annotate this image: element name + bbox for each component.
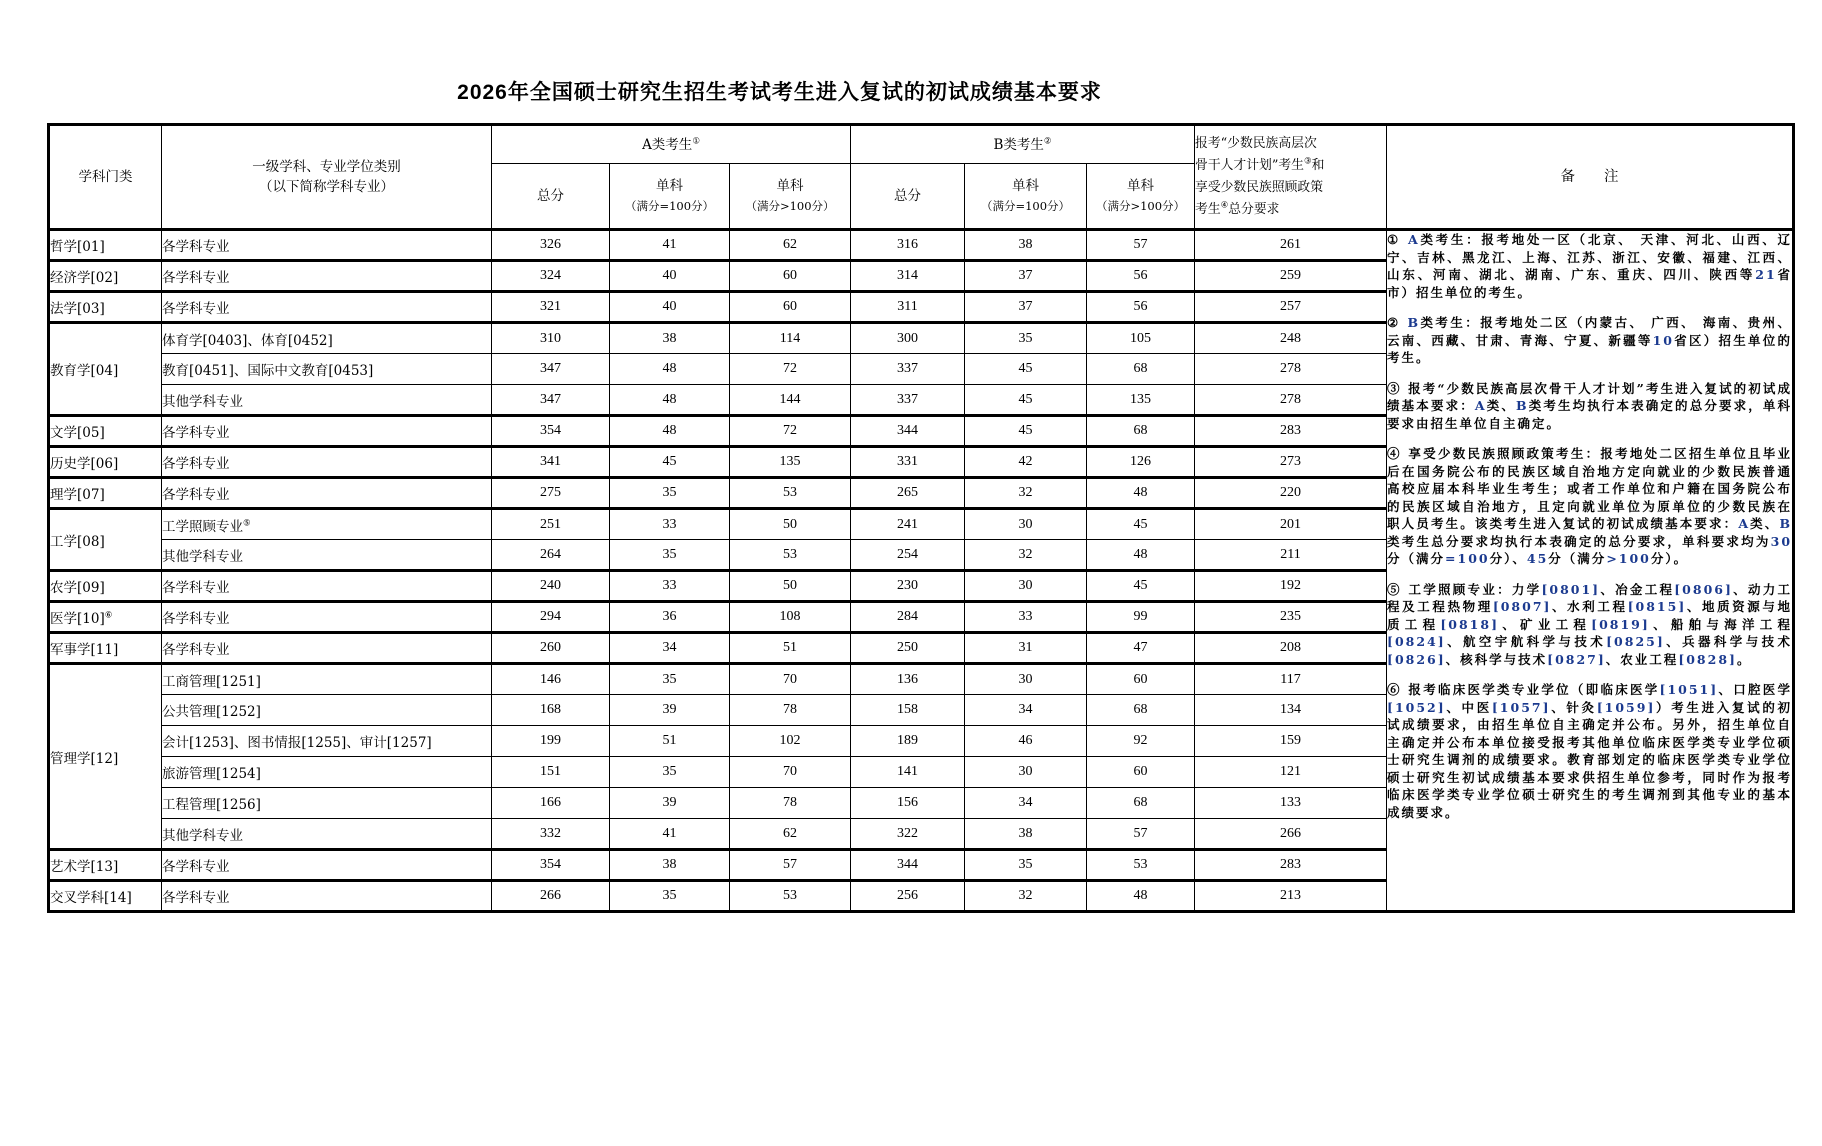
note-paragraph: ④ 享受少数民族照顾政策考生：报考地处二区招生单位且毕业后在国务院公布的民族区域自治地方定向就业的少数民族普通高校应届本科毕业生考生；或者工作单位和户籍在国务院公布的民族区域自治地方，且定向就业单位为原单位的少数民族在职人员考生。该类考生进入复试的初试成绩基本要求：A类、B类考生总分要求均执行本表确定的总分要求，单科要求均为30分（满分=100分）、45分（满分>100分）。 (1387, 446, 1793, 566)
score-b-cell: 322 (851, 819, 965, 850)
score-b-cell: 337 (851, 354, 965, 385)
score-a-cell: 35 (610, 664, 730, 695)
score-b-cell: 135 (1087, 385, 1195, 416)
score-b-cell: 68 (1087, 695, 1195, 726)
minority-score-cell: 259 (1195, 261, 1387, 292)
score-b-cell: 344 (851, 850, 965, 881)
score-a-cell: 36 (610, 602, 730, 633)
score-a-cell: 62 (730, 819, 851, 850)
major-cell: 各学科专业 (162, 633, 492, 664)
major-cell: 其他学科专业 (162, 540, 492, 571)
score-b-cell: 33 (965, 602, 1087, 633)
major-cell: 各学科专业 (162, 261, 492, 292)
score-a-cell: 321 (492, 292, 610, 323)
score-b-cell: 105 (1087, 323, 1195, 354)
note-paragraph: ⑥ 报考临床医学类专业学位（即临床医学[1051]、口腔医学[1052]、中医[1057]、针灸[1059]）考生进入复试的初试成绩要求，由招生单位自主确定并公布。另外，招生单位自主确定并公布本单位接受报考其他单位临床医学类专业学位硕士研究生调剂的成绩要求。教育部划定的临床医学类专业学位硕士研究生初试成绩基本要求供招生单位参考，同时作为报考临床医学类专业学位硕士研究生的考生调剂到其他专业的基本成绩要求。 (1387, 682, 1793, 820)
score-a-cell: 51 (730, 633, 851, 664)
score-b-cell: 68 (1087, 416, 1195, 447)
score-a-cell: 135 (730, 447, 851, 478)
score-b-cell: 46 (965, 726, 1087, 757)
score-a-cell: 35 (610, 881, 730, 912)
score-a-cell: 53 (730, 881, 851, 912)
score-a-cell: 35 (610, 757, 730, 788)
header-discipline-category: 学科门类 (49, 125, 162, 230)
score-b-cell: 256 (851, 881, 965, 912)
category-cell: 医学[10]⑥ (49, 602, 162, 633)
score-a-cell: 41 (610, 230, 730, 261)
major-cell: 各学科专业 (162, 602, 492, 633)
score-b-cell: 45 (965, 416, 1087, 447)
score-a-cell: 354 (492, 416, 610, 447)
score-a-cell: 51 (610, 726, 730, 757)
minority-score-cell: 159 (1195, 726, 1387, 757)
score-a-cell: 326 (492, 230, 610, 261)
minority-score-cell: 266 (1195, 819, 1387, 850)
major-cell: 各学科专业 (162, 292, 492, 323)
score-a-cell: 62 (730, 230, 851, 261)
category-cell: 艺术学[13] (49, 850, 162, 881)
minority-score-cell: 235 (1195, 602, 1387, 633)
score-a-cell: 33 (610, 509, 730, 540)
score-b-cell: 156 (851, 788, 965, 819)
score-a-cell: 108 (730, 602, 851, 633)
minority-score-cell: 257 (1195, 292, 1387, 323)
score-b-cell: 48 (1087, 478, 1195, 509)
score-a-cell: 354 (492, 850, 610, 881)
category-cell: 哲学[01] (49, 230, 162, 261)
score-a-cell: 33 (610, 571, 730, 602)
header-major-category (162, 125, 492, 230)
minority-score-cell: 201 (1195, 509, 1387, 540)
score-a-cell: 144 (730, 385, 851, 416)
score-b-cell: 48 (1087, 540, 1195, 571)
score-b-cell: 35 (965, 850, 1087, 881)
score-b-cell: 126 (1087, 447, 1195, 478)
category-cell: 教育学[04] (49, 323, 162, 416)
score-a-cell: 45 (610, 447, 730, 478)
score-b-cell: 32 (965, 881, 1087, 912)
score-a-cell: 146 (492, 664, 610, 695)
header-row-groups (49, 125, 1794, 164)
score-a-cell: 35 (610, 478, 730, 509)
score-b-cell: 344 (851, 416, 965, 447)
score-a-cell: 347 (492, 354, 610, 385)
group-a-footnote-mark: ① (692, 136, 700, 146)
header-b-single-over100: 单科 （满分>100分） (1087, 164, 1195, 230)
category-cell: 工学[08] (49, 509, 162, 571)
score-b-cell: 30 (965, 664, 1087, 695)
minority-score-cell: 192 (1195, 571, 1387, 602)
score-b-cell: 56 (1087, 292, 1195, 323)
score-a-cell: 57 (730, 850, 851, 881)
score-b-cell: 34 (965, 695, 1087, 726)
score-a-cell: 78 (730, 788, 851, 819)
major-cell: 其他学科专业 (162, 819, 492, 850)
score-a-cell: 34 (610, 633, 730, 664)
note-paragraph: ② B类考生：报考地处二区（内蒙古、 广西、 海南、贵州、云南、西藏、甘肃、青海、宁夏、新疆等10省区）招生单位的考生。 (1387, 315, 1793, 365)
minority-score-cell: 248 (1195, 323, 1387, 354)
score-a-cell: 151 (492, 757, 610, 788)
score-a-cell: 199 (492, 726, 610, 757)
score-a-cell: 50 (730, 509, 851, 540)
score-a-cell: 166 (492, 788, 610, 819)
score-a-cell: 264 (492, 540, 610, 571)
score-b-cell: 57 (1087, 230, 1195, 261)
score-b-cell: 48 (1087, 881, 1195, 912)
major-cell: 教育[0451]、国际中文教育[0453] (162, 354, 492, 385)
score-a-cell: 72 (730, 354, 851, 385)
score-a-cell: 60 (730, 292, 851, 323)
minority-score-cell: 211 (1195, 540, 1387, 571)
header-a-total: 总分 (492, 164, 610, 230)
minority-score-cell: 278 (1195, 385, 1387, 416)
major-cell: 旅游管理[1254] (162, 757, 492, 788)
header-major-line2: （以下简称学科专业） (259, 179, 394, 195)
score-a-cell: 70 (730, 757, 851, 788)
score-b-cell: 136 (851, 664, 965, 695)
header-group-a (492, 125, 851, 164)
group-a-label: A类考生 (642, 136, 693, 153)
header-a-single-over100: 单科 （满分>100分） (730, 164, 851, 230)
score-b-cell: 30 (965, 509, 1087, 540)
table-body (49, 230, 1794, 912)
header-a-single-100: 单科 （满分=100分） (610, 164, 730, 230)
major-cell: 工学照顾专业⑤ (162, 509, 492, 540)
score-a-cell: 168 (492, 695, 610, 726)
major-cell: 各学科专业 (162, 881, 492, 912)
score-b-cell: 38 (965, 819, 1087, 850)
score-b-cell: 265 (851, 478, 965, 509)
minority-score-cell: 134 (1195, 695, 1387, 726)
score-b-cell: 189 (851, 726, 965, 757)
score-a-cell: 39 (610, 695, 730, 726)
score-a-cell: 72 (730, 416, 851, 447)
score-b-cell: 37 (965, 261, 1087, 292)
note-paragraph: ⑤ 工学照顾专业：力学[0801]、冶金工程[0806]、动力工程及工程热物理[0807]、水利工程[0815]、地质资源与地质工程[0818]、矿业工程[0819]、船舶与海洋工程[0824]、航空宇航科学与技术[0825]、兵器科学与技术[0826]、核科学与技术[0827]、农业工程[0828]。 (1387, 581, 1793, 667)
score-b-cell: 68 (1087, 354, 1195, 385)
score-b-cell: 68 (1087, 788, 1195, 819)
score-b-cell: 284 (851, 602, 965, 633)
major-cell: 各学科专业 (162, 571, 492, 602)
header-major-line1: 一级学科、专业学位类别 (252, 159, 401, 175)
category-cell: 经济学[02] (49, 261, 162, 292)
header-minority-plan: 报考“少数民族高层次 骨干人才计划”考生③和 享受少数民族照顾政策 考生④总分要求 (1195, 125, 1387, 230)
category-cell: 军事学[11] (49, 633, 162, 664)
score-a-cell: 266 (492, 881, 610, 912)
score-b-cell: 45 (965, 354, 1087, 385)
minority-score-cell: 121 (1195, 757, 1387, 788)
category-cell: 历史学[06] (49, 447, 162, 478)
score-a-cell: 38 (610, 850, 730, 881)
major-cell: 体育学[0403]、体育[0452] (162, 323, 492, 354)
score-a-cell: 38 (610, 323, 730, 354)
score-a-cell: 294 (492, 602, 610, 633)
score-b-cell: 158 (851, 695, 965, 726)
score-a-cell: 324 (492, 261, 610, 292)
score-a-cell: 41 (610, 819, 730, 850)
major-cell: 各学科专业 (162, 447, 492, 478)
score-a-cell: 102 (730, 726, 851, 757)
score-b-cell: 230 (851, 571, 965, 602)
score-b-cell: 35 (965, 323, 1087, 354)
score-a-cell: 341 (492, 447, 610, 478)
minority-score-cell: 208 (1195, 633, 1387, 664)
score-b-cell: 92 (1087, 726, 1195, 757)
minority-score-cell: 283 (1195, 850, 1387, 881)
table-row (49, 230, 1794, 261)
category-cell: 法学[03] (49, 292, 162, 323)
score-b-cell: 37 (965, 292, 1087, 323)
category-cell: 文学[05] (49, 416, 162, 447)
header-notes: 备 注 (1387, 125, 1794, 230)
score-b-cell: 42 (965, 447, 1087, 478)
score-b-cell: 45 (1087, 509, 1195, 540)
major-cell: 各学科专业 (162, 416, 492, 447)
score-b-cell: 47 (1087, 633, 1195, 664)
major-cell: 工程管理[1256] (162, 788, 492, 819)
major-cell: 工商管理[1251] (162, 664, 492, 695)
minority-score-cell: 213 (1195, 881, 1387, 912)
minority-score-cell: 283 (1195, 416, 1387, 447)
score-b-cell: 32 (965, 478, 1087, 509)
score-a-cell: 48 (610, 385, 730, 416)
score-b-cell: 60 (1087, 664, 1195, 695)
score-b-cell: 250 (851, 633, 965, 664)
major-cell: 各学科专业 (162, 478, 492, 509)
table-header (49, 125, 1794, 230)
score-a-cell: 35 (610, 540, 730, 571)
score-b-cell: 45 (965, 385, 1087, 416)
score-a-cell: 53 (730, 540, 851, 571)
score-a-cell: 39 (610, 788, 730, 819)
major-cell: 各学科专业 (162, 850, 492, 881)
major-cell: 公共管理[1252] (162, 695, 492, 726)
minority-score-cell: 278 (1195, 354, 1387, 385)
score-a-cell: 114 (730, 323, 851, 354)
major-cell: 其他学科专业 (162, 385, 492, 416)
score-a-cell: 332 (492, 819, 610, 850)
page-title: 2026年全国硕士研究生招生考试考生进入复试的初试成绩基本要求 (457, 81, 1102, 104)
score-b-cell: 331 (851, 447, 965, 478)
score-a-cell: 50 (730, 571, 851, 602)
minority-score-cell: 261 (1195, 230, 1387, 261)
group-b-footnote-mark: ② (1043, 136, 1052, 146)
score-b-cell: 31 (965, 633, 1087, 664)
score-b-cell: 337 (851, 385, 965, 416)
major-cell: 会计[1253]、图书情报[1255]、审计[1257] (162, 726, 492, 757)
score-b-cell: 56 (1087, 261, 1195, 292)
score-a-cell: 48 (610, 416, 730, 447)
score-b-cell: 53 (1087, 850, 1195, 881)
score-b-cell: 314 (851, 261, 965, 292)
category-cell: 农学[09] (49, 571, 162, 602)
category-cell: 理学[07] (49, 478, 162, 509)
score-a-cell: 70 (730, 664, 851, 695)
score-b-cell: 45 (1087, 571, 1195, 602)
score-b-cell: 316 (851, 230, 965, 261)
note-paragraph: ① A类考生：报考地处一区（北京、 天津、河北、山西、辽宁、吉林、黑龙江、上海、江苏、浙江、安徽、福建、江西、山东、河南、湖北、湖南、广东、重庆、四川、陕西等21省市）招生单位的考生。 (1387, 232, 1793, 300)
score-a-cell: 78 (730, 695, 851, 726)
notes-cell (1387, 230, 1794, 912)
score-table (47, 123, 1795, 913)
score-a-cell: 60 (730, 261, 851, 292)
score-a-cell: 310 (492, 323, 610, 354)
major-cell: 各学科专业 (162, 230, 492, 261)
score-b-cell: 300 (851, 323, 965, 354)
header-b-total: 总分 (851, 164, 965, 230)
score-b-cell: 60 (1087, 757, 1195, 788)
score-a-cell: 347 (492, 385, 610, 416)
score-b-cell: 32 (965, 540, 1087, 571)
minority-score-cell: 133 (1195, 788, 1387, 819)
score-b-cell: 38 (965, 230, 1087, 261)
score-a-cell: 40 (610, 292, 730, 323)
header-b-single-100: 单科 （满分=100分） (965, 164, 1087, 230)
score-b-cell: 254 (851, 540, 965, 571)
score-a-cell: 40 (610, 261, 730, 292)
score-b-cell: 241 (851, 509, 965, 540)
category-cell: 管理学[12] (49, 664, 162, 850)
minority-score-cell: 220 (1195, 478, 1387, 509)
score-b-cell: 30 (965, 757, 1087, 788)
score-a-cell: 260 (492, 633, 610, 664)
note-paragraph: ③ 报考“少数民族高层次骨干人才计划”考生进入复试的初试成绩基本要求：A类、B类考生均执行本表确定的总分要求，单科要求由招生单位自主确定。 (1387, 380, 1793, 431)
score-a-cell: 240 (492, 571, 610, 602)
score-b-cell: 99 (1087, 602, 1195, 633)
score-b-cell: 30 (965, 571, 1087, 602)
score-a-cell: 251 (492, 509, 610, 540)
score-b-cell: 141 (851, 757, 965, 788)
category-cell: 交叉学科[14] (49, 881, 162, 912)
score-b-cell: 311 (851, 292, 965, 323)
minority-score-cell: 117 (1195, 664, 1387, 695)
score-b-cell: 57 (1087, 819, 1195, 850)
score-a-cell: 275 (492, 478, 610, 509)
minority-score-cell: 273 (1195, 447, 1387, 478)
header-group-b (851, 125, 1195, 164)
score-b-cell: 34 (965, 788, 1087, 819)
score-a-cell: 53 (730, 478, 851, 509)
group-b-label: B类考生 (993, 136, 1044, 153)
score-a-cell: 48 (610, 354, 730, 385)
